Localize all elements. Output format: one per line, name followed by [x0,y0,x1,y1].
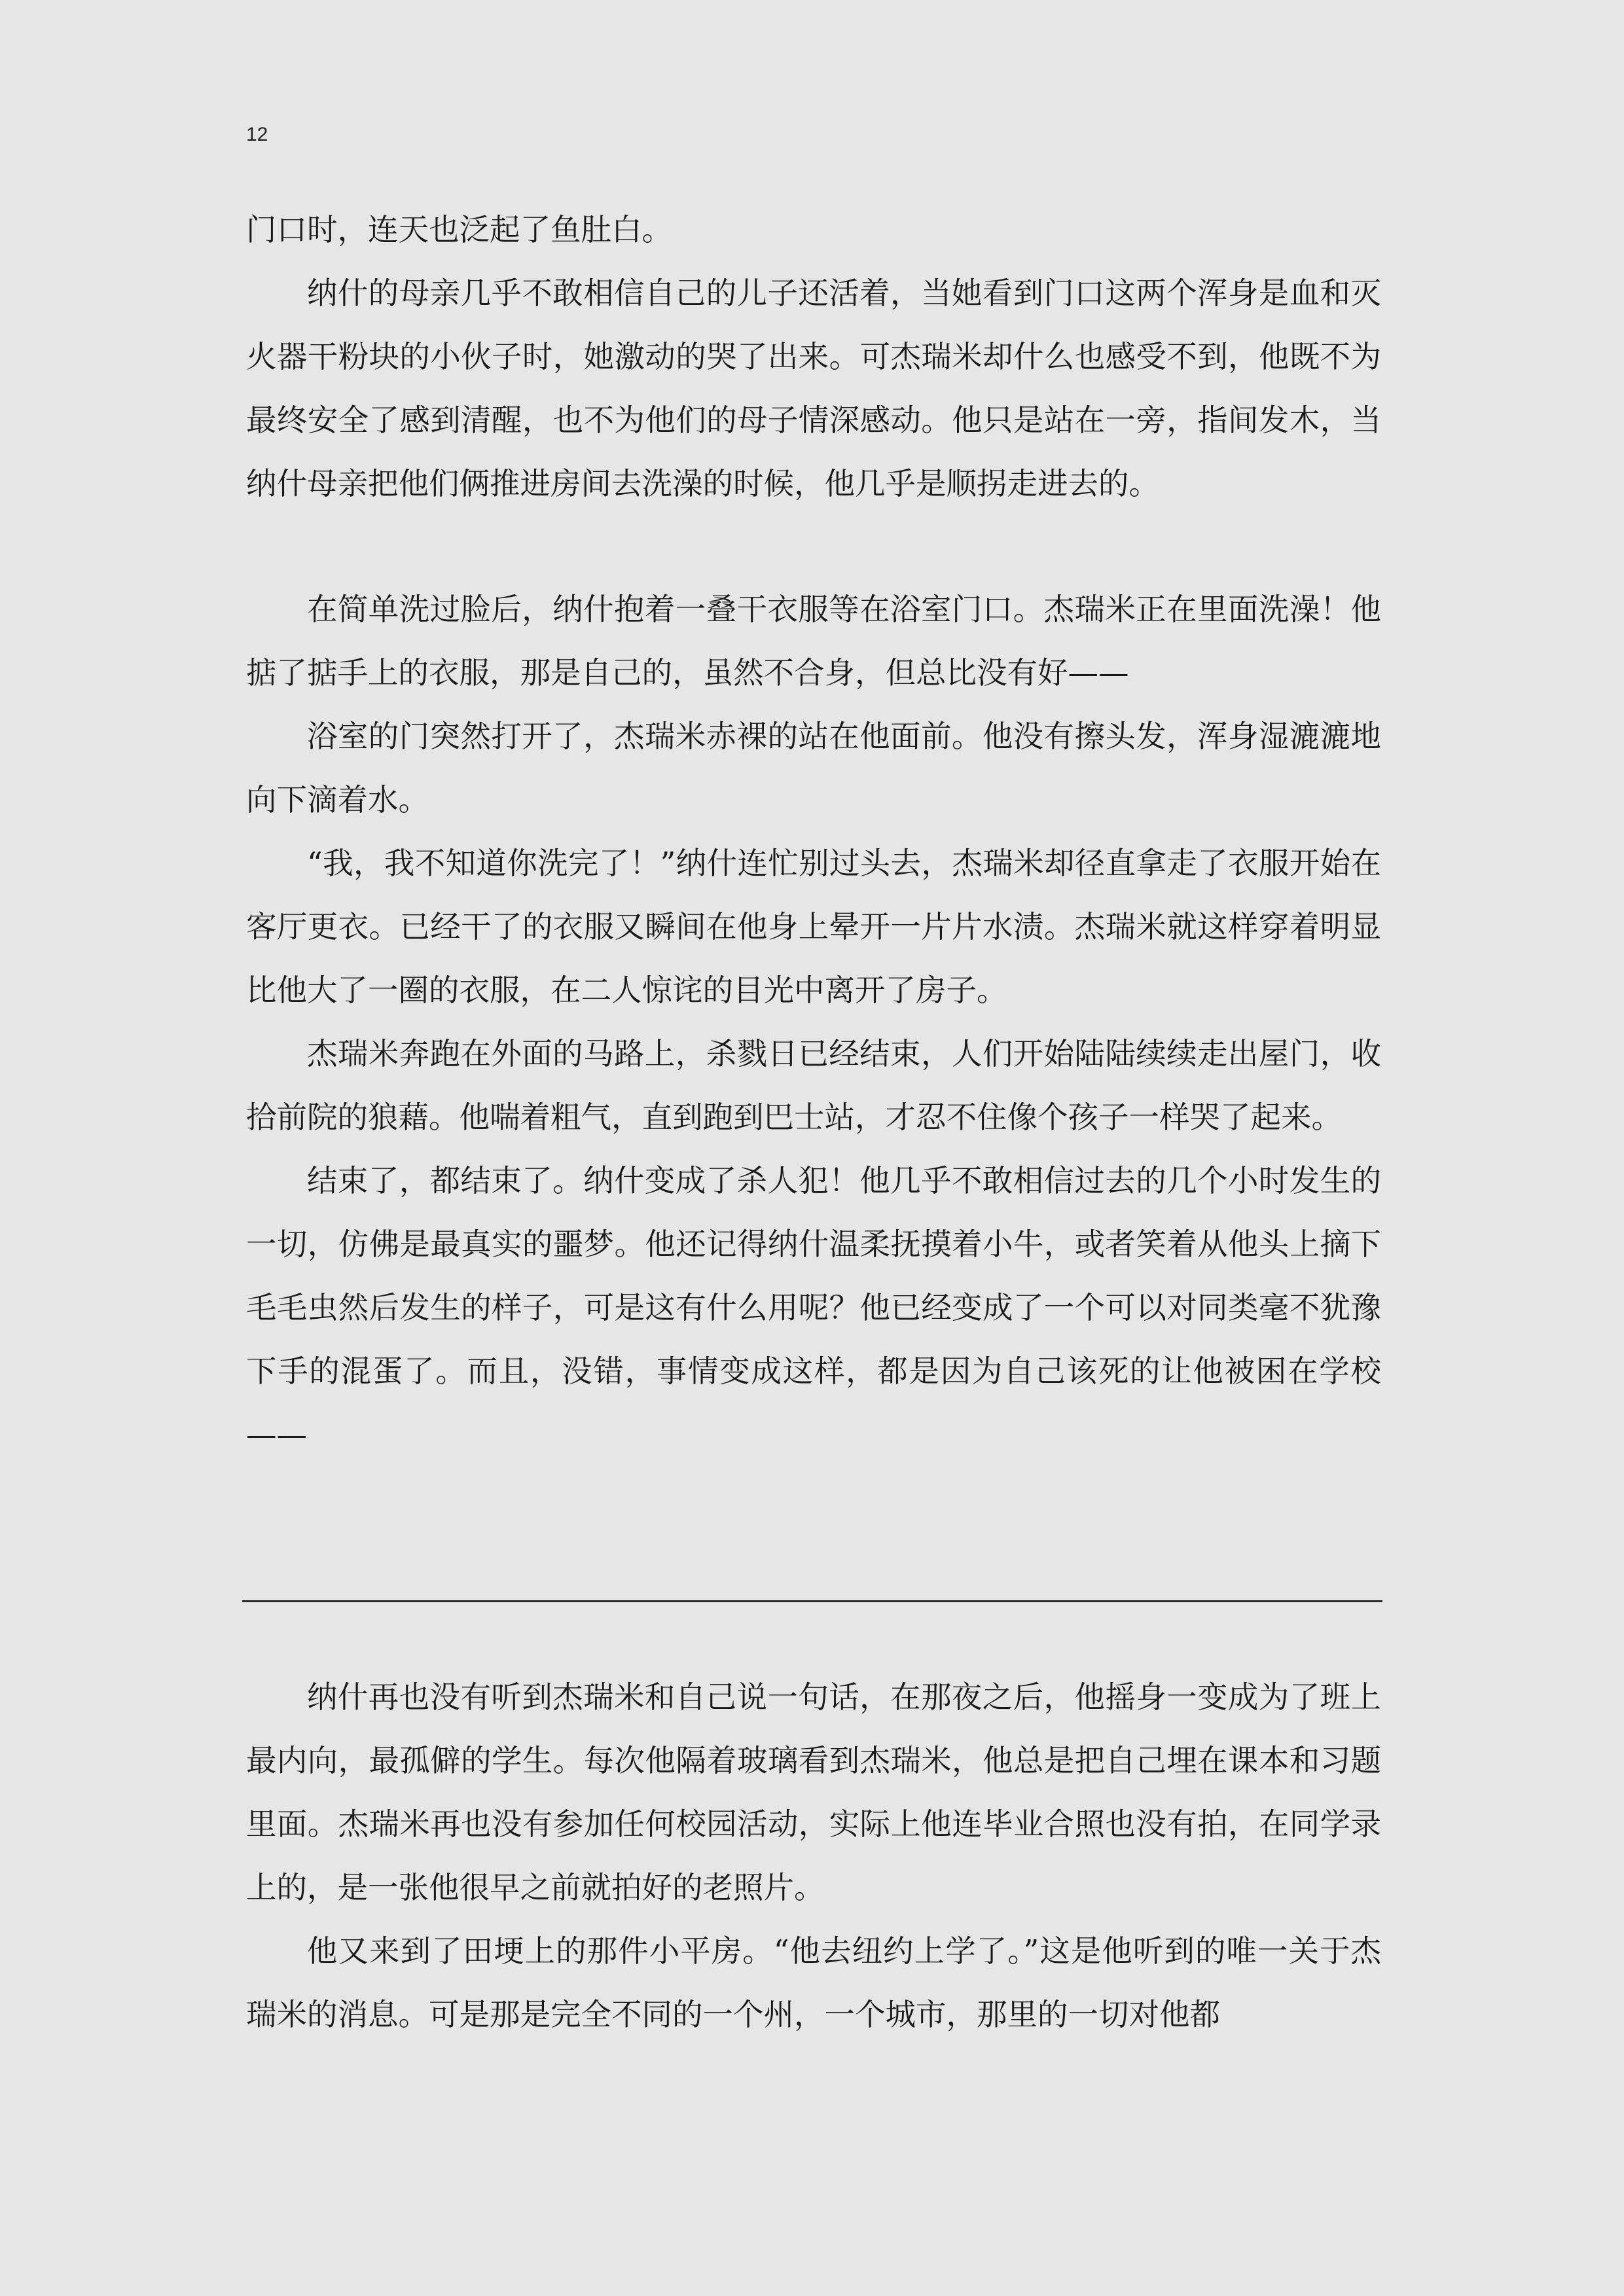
paragraph: 纳什再也没有听到杰瑞米和自己说一句话，在那夜之后，他摇身一变成为了班上最内向，最孤僻的学生。每次他隔着玻璃看到杰瑞米，他总是把自己埋在课本和习题里面。杰瑞米再也没有参加任何校园活动，实际上他连毕业合照也没有拍，在同学录上的，是一张他很早之前就拍好的老照片。 [246,1679,1381,1905]
section-1 [246,198,1381,516]
paragraph: 纳什的母亲几乎不敢相信自己的儿子还活着，当她看到门口这两个浑身是血和灭火器干粉块的小伙子时，她激动的哭了出来。可杰瑞米却什么也感受不到，他既不为最终安全了感到清醒，也不为他们的母子情深感动。他只是站在一旁，指间发木，当纳什母亲把他们俩推进房间去洗澡的时候，他几乎是顺拐走进去的。 [246,276,1381,501]
paragraph: 结束了，都结束了。纳什变成了杀人犯！他几乎不敢相信过去的几个小时发生的一切，仿佛是最真实的噩梦。他还记得纳什温柔抚摸着小牛，或者笑着从他头上摘下毛毛虫然后发生的样子，可是这有什么用呢？他已经变成了一个可以对同类毫不犹豫下手的混蛋了。而且，没错，事情变成这样，都是因为自己该死的让他被困在学校—— [246,1163,1381,1452]
paragraph: 杰瑞米奔跑在外面的马路上，杀戮日已经结束，人们开始陆陆续续走出屋门，收拾前院的狼藉。他喘着粗气，直到跑到巴士站，才忍不住像个孩子一样哭了起来。 [246,1036,1381,1135]
paragraph: 浴室的门突然打开了，杰瑞米赤裸的站在他面前。他没有擦头发，浑身湿漉漉地向下滴着水。 [246,719,1381,817]
section-divider [242,1600,1382,1602]
paragraph: 他又来到了田埂上的那件小平房。“他去纽约上学了。”这是他听到的唯一关于杰瑞米的消息。可是那是完全不同的一个州，一个城市，那里的一切对他都 [246,1933,1381,2032]
page-number: 12 [246,124,268,145]
paragraph: 在简单洗过脸后，纳什抱着一叠干衣服等在浴室门口。杰瑞米正在里面洗澡！他掂了掂手上的衣服，那是自己的，虽然不合身，但总比没有好—— [246,592,1381,691]
section-3 [246,1666,1381,2047]
paragraph: “我，我不知道你洗完了！”纳什连忙别过头去，杰瑞米却径直拿走了衣服开始在客厅更衣。已经干了的衣服又瞬间在他身上晕开一片片水渍。杰瑞米就这样穿着明显比他大了一圈的衣服，在二人惊诧的目光中离开了房子。 [246,846,1381,1008]
section-2 [246,578,1381,1467]
paragraph: 门口时，连天也泛起了鱼肚白。 [246,212,672,247]
